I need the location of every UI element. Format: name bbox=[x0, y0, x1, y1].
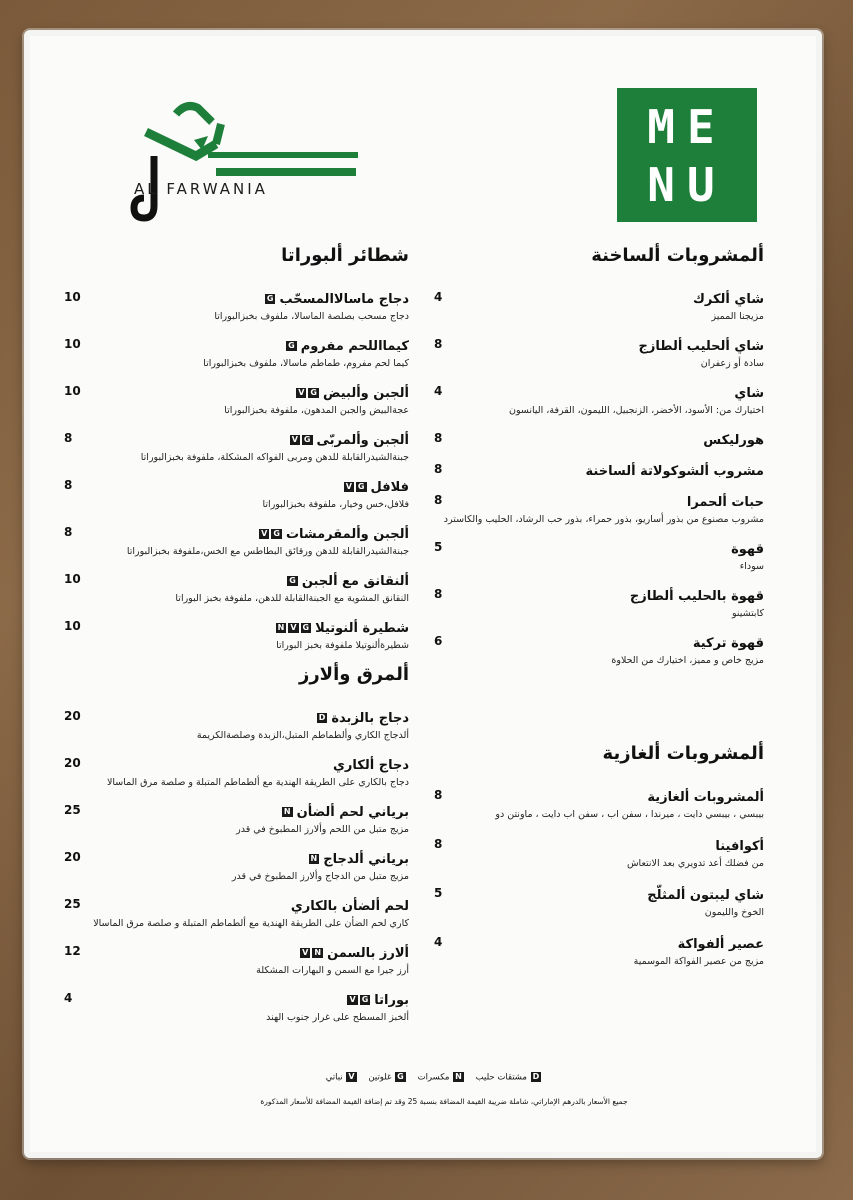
dietary-badges bbox=[264, 288, 277, 307]
dietary-badge: G bbox=[357, 481, 365, 491]
dietary-legend bbox=[284, 1072, 584, 1083]
menu-item bbox=[64, 523, 409, 558]
menu-item bbox=[64, 801, 409, 836]
menu-item-name: لحم ألضأن بالكاري bbox=[290, 899, 409, 914]
legend-badge-v: V bbox=[348, 1072, 355, 1081]
dietary-badges bbox=[308, 848, 321, 867]
menu-item bbox=[64, 942, 409, 977]
menu-title-line2: NU bbox=[647, 158, 727, 212]
dietary-badge: V bbox=[345, 481, 352, 491]
menu-item bbox=[64, 989, 409, 1024]
menu-item bbox=[434, 538, 764, 573]
menu-item-price: 4 bbox=[64, 991, 73, 1005]
menu-item-description: كيما لحم مفروم، طماطم ماسالا، ملفوف بخبزالبوراتا bbox=[203, 358, 409, 369]
brand-name: AL FARWANIA bbox=[134, 180, 268, 198]
menu-item-price: 8 bbox=[434, 493, 443, 507]
menu-item-name: دجاج بالزبدة bbox=[331, 711, 409, 726]
dietary-badge: G bbox=[273, 528, 280, 538]
menu-item-name: ألارز بالسمن bbox=[327, 946, 409, 961]
dietary-badge: G bbox=[303, 434, 311, 444]
parotta-list bbox=[64, 288, 409, 652]
dietary-badges bbox=[316, 707, 329, 726]
menu-item-name: شاي ألكرك bbox=[692, 292, 764, 307]
menu-item-description: كاري لحم الضأن على الطريقة الهندية مع ألطماطم المتبلة و صلصة مرق الماسالا bbox=[93, 918, 409, 929]
dietary-badge: V bbox=[291, 434, 298, 444]
menu-item-name: قهوة bbox=[731, 542, 764, 557]
cold-drinks-title: ألمشروبات ألغازية bbox=[602, 743, 764, 764]
menu-title-box bbox=[617, 88, 757, 222]
menu-item-description: من فضلك أعد تدويري بعد الانتعاش bbox=[626, 858, 764, 869]
menu-item bbox=[64, 288, 409, 323]
menu-item-name: أكوافينا bbox=[715, 839, 764, 854]
menu-item bbox=[64, 617, 409, 652]
menu-item-price: 10 bbox=[64, 384, 81, 398]
menu-item-name: بوراتا bbox=[374, 993, 409, 1008]
legend-badge-n: N bbox=[455, 1072, 462, 1081]
dietary-badge: N bbox=[310, 853, 318, 863]
cold-drinks-list bbox=[434, 786, 764, 968]
menu-item-description: مزيج متبل من الدجاج وألارز المطبوخ في قدر bbox=[231, 871, 409, 882]
dietary-badges bbox=[295, 382, 320, 401]
menu-item-description: سادة أو زعفران bbox=[700, 358, 764, 369]
menu-item-price: 25 bbox=[64, 897, 81, 911]
menu-item-name: ألنقانق مع ألجبن bbox=[301, 574, 409, 589]
menu-item-description: مزيج من عصير الفواكة الموسمية bbox=[633, 956, 764, 967]
legend-nuts: مكسرات bbox=[417, 1072, 450, 1083]
menu-item-name: شاي ليبتون ألمثلّج bbox=[647, 888, 764, 903]
dietary-badge: G bbox=[266, 293, 274, 303]
menu-item-name: ألجبن وألمقرمشات bbox=[285, 527, 409, 542]
dietary-badge: G bbox=[289, 575, 296, 585]
menu-sheet bbox=[24, 30, 822, 1158]
menu-item-description: النقانق المشوية مع الجبنةالقابلة للدهن، ملفوفة بخبز البوراتا bbox=[175, 593, 409, 604]
menu-item-description: دجاج بالكاري على الطريقة الهندية مع ألطماطم المتبلة و صلصة مرق الماسالا bbox=[106, 777, 409, 788]
menu-item bbox=[434, 382, 764, 417]
menu-item bbox=[434, 585, 764, 620]
menu-item-description: الخوخ والليمون bbox=[704, 907, 764, 918]
dietary-badge: G bbox=[310, 387, 317, 397]
menu-item bbox=[434, 835, 764, 870]
menu-item bbox=[64, 476, 409, 511]
dietary-badges bbox=[281, 801, 294, 820]
dietary-badges bbox=[275, 617, 312, 636]
dietary-badge: G bbox=[302, 622, 310, 632]
brand-logo bbox=[116, 94, 366, 224]
menu-item-price: 20 bbox=[64, 709, 81, 723]
dietary-badge: V bbox=[302, 947, 309, 957]
menu-item-price: 4 bbox=[434, 935, 443, 949]
menu-item-price: 10 bbox=[64, 290, 81, 304]
menu-item-description: ألخبز المسطح على غرار جنوب الهند bbox=[266, 1012, 409, 1023]
menu-item-name: مشروب ألشوكولاتة ألساخنة bbox=[585, 464, 764, 479]
curry-title: ألمرق وألارز bbox=[298, 664, 409, 685]
drinks-column bbox=[434, 245, 764, 982]
menu-item-price: 8 bbox=[434, 462, 443, 476]
menu-item-description: شطيرةألنوتيلا ملفوفة بخبز البوراتا bbox=[276, 640, 409, 651]
legend-dairy: مشتقات حليب bbox=[475, 1072, 527, 1083]
menu-item bbox=[434, 884, 764, 919]
dietary-badge: D bbox=[318, 712, 326, 722]
menu-item-name: شاي ألحليب ألطازج bbox=[638, 339, 764, 354]
menu-item bbox=[434, 632, 764, 667]
menu-item bbox=[434, 288, 764, 323]
menu-item-name: شاي bbox=[734, 386, 764, 401]
menu-item-price: 8 bbox=[434, 587, 443, 601]
menu-item-name: برياني لحم ألضأن bbox=[296, 805, 409, 820]
menu-item bbox=[434, 335, 764, 370]
dietary-badges bbox=[343, 476, 368, 495]
menu-item-price: 6 bbox=[434, 634, 443, 648]
menu-item-description: مزيج خاص و مميز، اختيارك من الحلاوة bbox=[611, 655, 764, 666]
menu-item-price: 4 bbox=[434, 290, 443, 304]
dietary-badge: N bbox=[283, 806, 291, 816]
hot-drinks-title: ألمشروبات ألساخنة bbox=[591, 245, 764, 266]
menu-item-description: جبنةالشيدرالقابلة للدهن ورقائق البطاطس مع الخس،ملفوفة بخبزالبوراتا bbox=[126, 546, 409, 557]
menu-item-price: 8 bbox=[64, 478, 73, 492]
legend-badge-d: D bbox=[532, 1072, 540, 1081]
menu-item-description: عجةالبيض والجبن المدهون، ملفوفة بخبزالبوراتا bbox=[224, 405, 409, 416]
menu-item-price: 5 bbox=[434, 540, 443, 554]
menu-item-name: ألمشروبات ألغازية bbox=[647, 790, 764, 805]
menu-item-name: هورليكس bbox=[703, 433, 764, 448]
dietary-badges bbox=[289, 429, 314, 448]
menu-item-description: أرز جيرا مع السمن و البهارات المشكلة bbox=[256, 965, 409, 976]
dietary-badge: V bbox=[290, 622, 297, 632]
menu-item-price: 10 bbox=[64, 619, 81, 633]
food-column bbox=[64, 245, 409, 1036]
menu-item bbox=[64, 335, 409, 370]
menu-item-price: 8 bbox=[64, 525, 73, 539]
menu-item-price: 8 bbox=[434, 837, 443, 851]
menu-item bbox=[64, 429, 409, 464]
menu-item-description: فلافل،خس وخيار، ملفوفة بخبزالبوراتا bbox=[262, 499, 409, 510]
hot-drinks-list bbox=[434, 288, 764, 667]
menu-item-price: 4 bbox=[434, 384, 443, 398]
menu-item-price: 8 bbox=[434, 431, 443, 445]
dietary-badges bbox=[285, 335, 298, 354]
menu-item-price: 8 bbox=[64, 431, 73, 445]
menu-item bbox=[434, 429, 764, 448]
menu-item bbox=[434, 933, 764, 968]
menu-item-description: كابتشينو bbox=[731, 608, 764, 619]
dietary-badges bbox=[346, 989, 371, 1008]
dietary-badge: V bbox=[298, 387, 305, 397]
menu-item-name: قهوة بالحليب ألطازج bbox=[629, 589, 764, 604]
curry-list bbox=[64, 707, 409, 1024]
menu-item bbox=[64, 570, 409, 605]
menu-item bbox=[64, 895, 409, 930]
menu-item-name: فلافل bbox=[370, 480, 409, 495]
menu-item-description: بيبسي ، بيبسي دايت ، ميرندا ، سفن اب ، سفن اب دايت ، ماونتن دو bbox=[495, 809, 764, 820]
menu-item-description: مشروب مصنوع من بذور أساريو، بذور حمراء، بذور حب الرشاد، الحليب والكاسترد bbox=[443, 514, 764, 525]
legend-gluten: غلوتين bbox=[368, 1072, 392, 1083]
dietary-badges bbox=[299, 942, 324, 961]
menu-item-name: عصير ألفواكة bbox=[677, 937, 764, 952]
menu-item bbox=[64, 848, 409, 883]
dietary-badge: V bbox=[261, 528, 268, 538]
menu-item bbox=[64, 382, 409, 417]
dietary-badge: G bbox=[288, 340, 295, 350]
menu-item-name: ألجبن وألمربّى bbox=[316, 433, 409, 448]
price-footnote: جميع الأسعار بالدرهم الإماراتي، شاملة ضريبة القيمة المضافة بنسبة 25 وقد تم إضافة القيمة المضافة للأسعار المذكورة bbox=[260, 1097, 628, 1106]
menu-item-price: 5 bbox=[434, 886, 443, 900]
menu-item bbox=[434, 460, 764, 479]
dietary-badge: N bbox=[277, 622, 285, 632]
menu-title-line1: ME bbox=[647, 100, 727, 154]
menu-item bbox=[434, 491, 764, 526]
menu-item-description: جبنةالشيدرالقابلة للدهن ومربى الفواكه المشكلة، ملفوفة بخبزالبوراتا bbox=[140, 452, 409, 463]
menu-item-price: 10 bbox=[64, 337, 81, 351]
menu-item-name: قهوة تركية bbox=[692, 636, 764, 651]
menu-item-name: شطيرة ألنوتيلا bbox=[315, 621, 409, 636]
menu-item-name: حبات ألحمرا bbox=[686, 495, 764, 510]
legend-veg: نباتي bbox=[325, 1072, 343, 1083]
menu-item-price: 12 bbox=[64, 944, 81, 958]
menu-item-description: سوداء bbox=[739, 561, 764, 572]
menu-item-price: 20 bbox=[64, 756, 81, 770]
menu-item-price: 20 bbox=[64, 850, 81, 864]
dietary-badges bbox=[286, 570, 299, 589]
menu-item-description: ألدجاج الكاري وألطماطم المتبل،الزبدة وصلصةالكريمة bbox=[196, 730, 409, 741]
menu-item-price: 10 bbox=[64, 572, 81, 586]
menu-item bbox=[64, 754, 409, 789]
menu-item-name: دجاج ألكاري bbox=[333, 758, 409, 773]
parotta-title: شطائر ألبوراتا bbox=[281, 245, 409, 266]
dietary-badge: V bbox=[349, 994, 356, 1004]
menu-item-price: 25 bbox=[64, 803, 81, 817]
menu-item-price: 8 bbox=[434, 337, 443, 351]
menu-item-description: مزيج متبل من اللحم وألارز المطبوخ في قدر bbox=[236, 824, 409, 835]
menu-item bbox=[434, 786, 764, 821]
menu-item-name: ألجبن وألبيض bbox=[322, 386, 409, 401]
dietary-badge: N bbox=[314, 947, 322, 957]
menu-item-price: 8 bbox=[434, 788, 443, 802]
legend-badge-g: G bbox=[397, 1072, 404, 1081]
menu-item bbox=[64, 707, 409, 742]
menu-item-description: اختيارك من: الأسود، الأخضر، الزنجبيل، الليمون، القرفة، اليانسون bbox=[508, 405, 764, 416]
menu-item-name: برياني ألدجاج bbox=[323, 852, 409, 867]
menu-item-name: دجاج ماسالاالمسحّب bbox=[279, 292, 409, 307]
menu-item-description: مزيجنا المميز bbox=[711, 311, 764, 322]
dietary-badges bbox=[258, 523, 283, 542]
menu-item-name: كيمااللحم مفروم bbox=[300, 339, 409, 354]
menu-item-description: دجاج مسحب بصلصة الماسالا، ملفوف بخبزالبوراتا bbox=[214, 311, 409, 322]
dietary-badge: G bbox=[361, 994, 369, 1004]
